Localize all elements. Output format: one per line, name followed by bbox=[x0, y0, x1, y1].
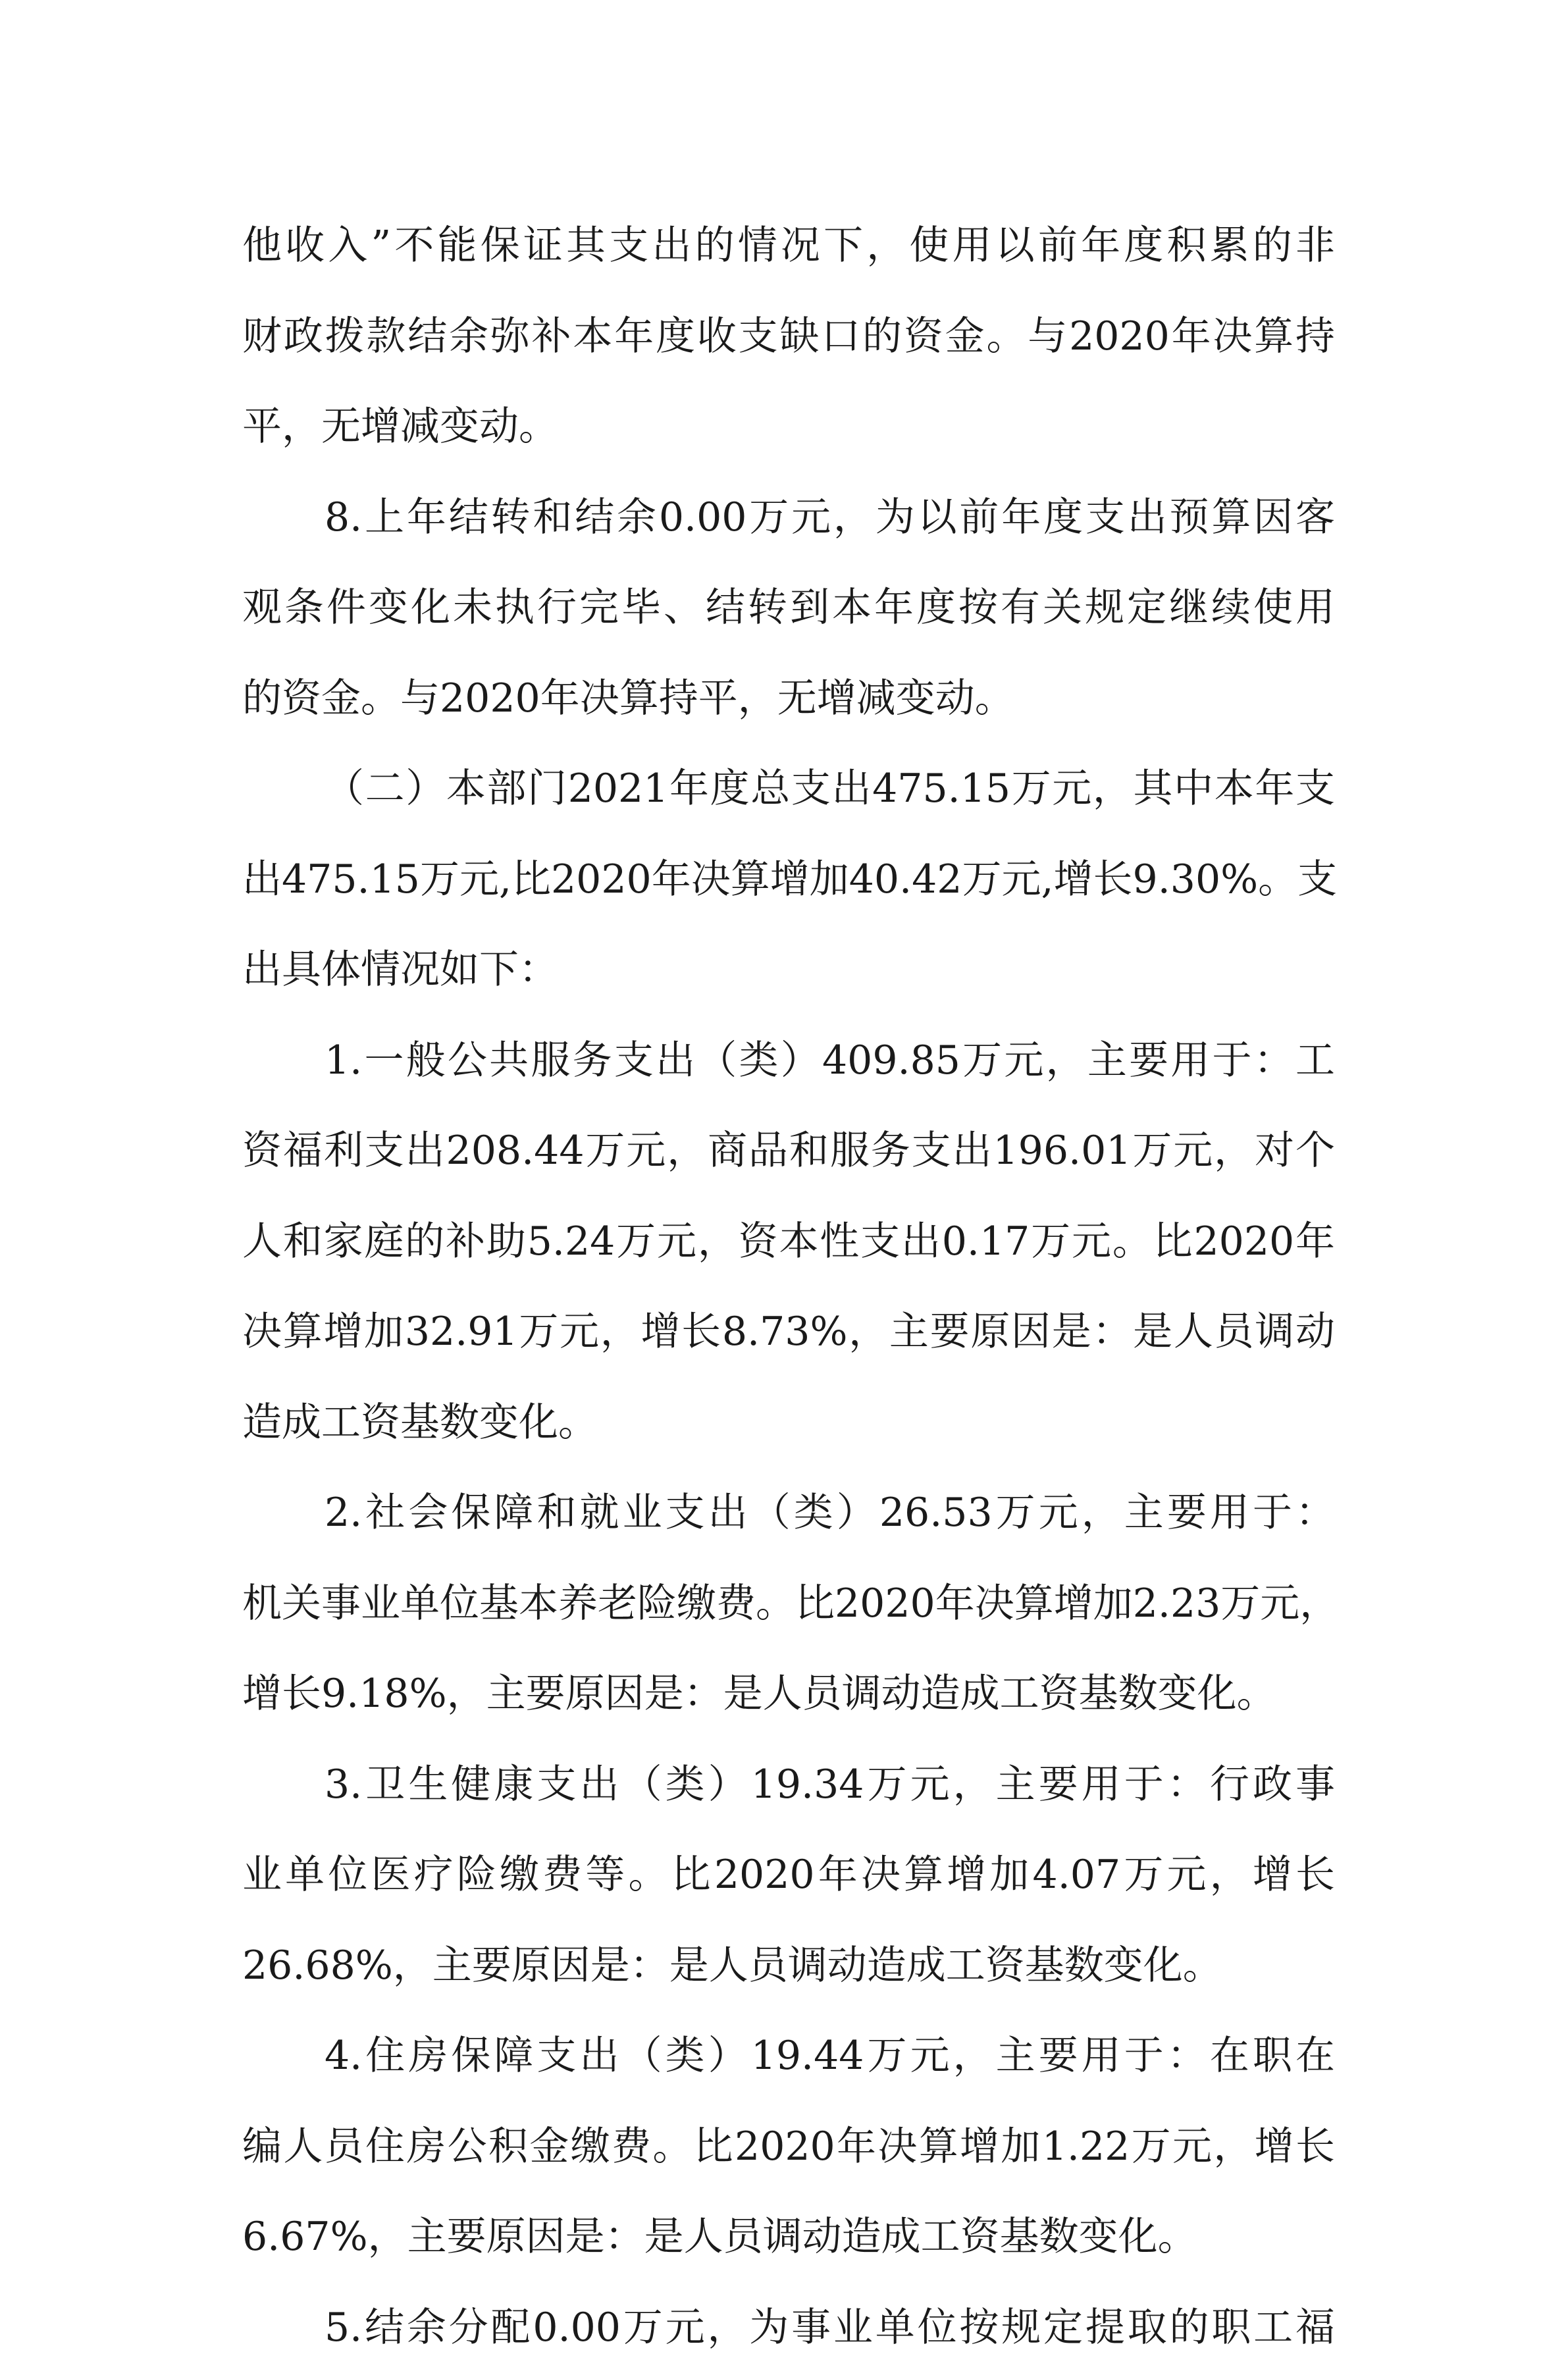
item-5-start: 5.结余分配0.00万元，为事业单位按规定提取的职工福 bbox=[242, 2283, 1335, 2373]
text-line: 机关事业单位基本养老险缴费。比2020年决算增加2.23万元， bbox=[242, 1559, 1335, 1650]
text-line: 他收入”不能保证其支出的情况下，使用以前年度积累的非 bbox=[242, 201, 1335, 292]
paragraph-8-start: 8.上年结转和结余0.00万元，为以前年度支出预算因客 bbox=[242, 473, 1335, 563]
item-4-start: 4.住房保障支出（类）19.44万元，主要用于：在职在 bbox=[242, 2011, 1335, 2102]
text-line: 增长9.18%，主要原因是：是人员调动造成工资基数变化。 bbox=[242, 1649, 1335, 1740]
text-line: 业单位医疗险缴费等。比2020年决算增加4.07万元，增长 bbox=[242, 1830, 1335, 1921]
text-line: 出475.15万元,比2020年决算增加40.42万元,增长9.30%。支 bbox=[242, 835, 1335, 926]
body-text bbox=[242, 201, 1335, 2373]
text-line: 人和家庭的补助5.24万元，资本性支出0.17万元。比2020年 bbox=[242, 1197, 1335, 1288]
text-line: 造成工资基数变化。 bbox=[242, 1378, 1335, 1469]
text-line: 平，无增减变动。 bbox=[242, 382, 1335, 473]
item-3-start: 3.卫生健康支出（类）19.34万元，主要用于：行政事 bbox=[242, 1740, 1335, 1831]
text-line: 出具体情况如下： bbox=[242, 925, 1335, 1016]
text-line: 的资金。与2020年决算持平，无增减变动。 bbox=[242, 654, 1335, 744]
text-line: 财政拨款结余弥补本年度收支缺口的资金。与2020年决算持 bbox=[242, 292, 1335, 382]
item-1-start: 1.一般公共服务支出（类）409.85万元，主要用于：工 bbox=[242, 1016, 1335, 1107]
item-2-start: 2.社会保障和就业支出（类）26.53万元，主要用于： bbox=[242, 1468, 1335, 1559]
text-line: 观条件变化未执行完毕、结转到本年度按有关规定继续使用 bbox=[242, 563, 1335, 654]
text-line: 编人员住房公积金缴费。比2020年决算增加1.22万元，增长 bbox=[242, 2102, 1335, 2193]
section-2-heading: （二）本部门2021年度总支出475.15万元，其中本年支 bbox=[242, 744, 1335, 835]
text-line: 26.68%，主要原因是：是人员调动造成工资基数变化。 bbox=[242, 1921, 1335, 2012]
text-line: 决算增加32.91万元，增长8.73%，主要原因是：是人员调动 bbox=[242, 1287, 1335, 1378]
text-line: 资福利支出208.44万元，商品和服务支出196.01万元，对个 bbox=[242, 1106, 1335, 1197]
text-line: 6.67%，主要原因是：是人员调动造成工资基数变化。 bbox=[242, 2192, 1335, 2283]
